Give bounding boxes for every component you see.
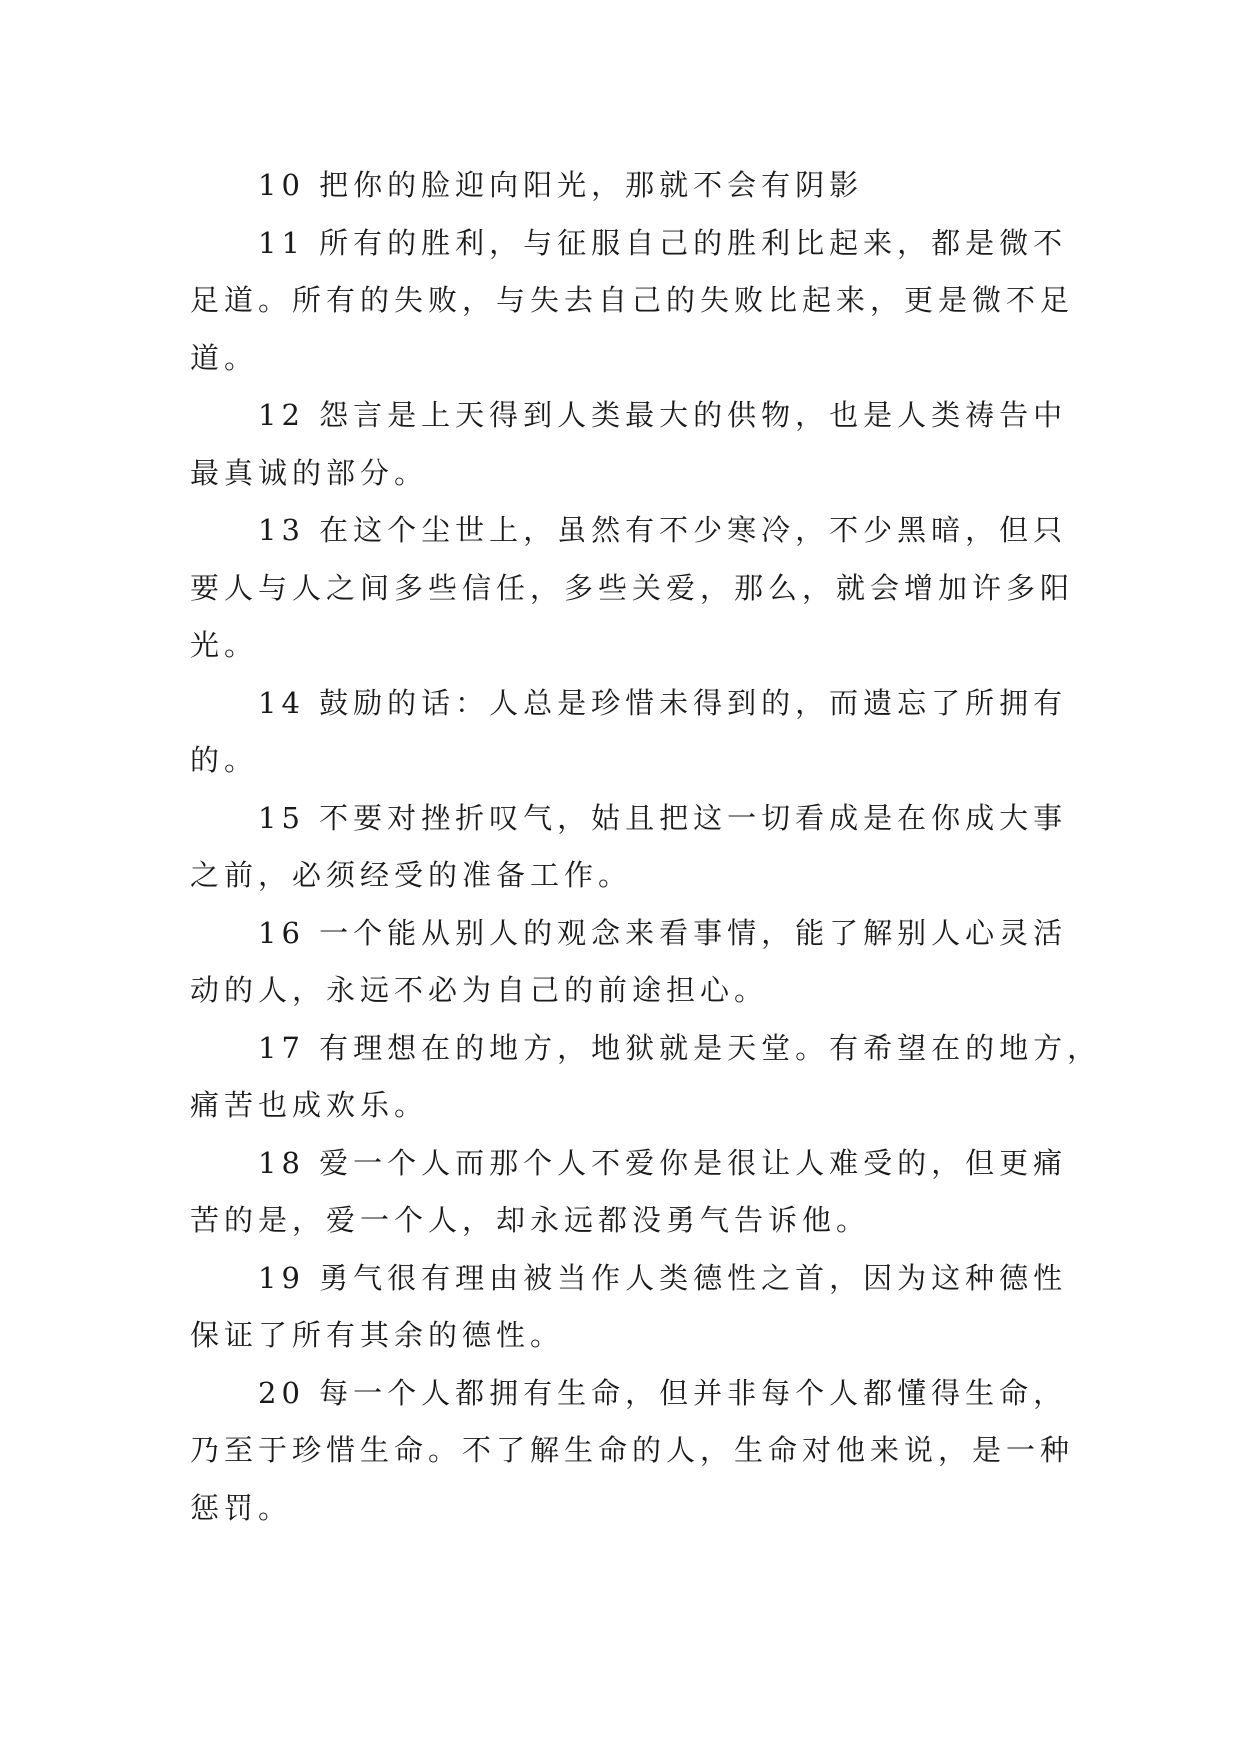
paragraph-11 xyxy=(190,215,1075,388)
paragraph-line: 16 一个能从别人的观念来看事情，能了解别人心灵活 xyxy=(258,915,1068,950)
paragraph-19 xyxy=(190,1250,1070,1365)
paragraph-12 xyxy=(190,387,1070,502)
paragraph-line: 痛苦也成欢乐。 xyxy=(190,1088,429,1122)
paragraph-line: 保证了所有其余的德性。 xyxy=(190,1318,565,1352)
paragraph-line: 道。 xyxy=(190,340,259,375)
paragraph-line: 光。 xyxy=(190,628,259,662)
paragraph-line: 11 所有的胜利，与征服自己的胜利比起来，都是微不 xyxy=(258,225,1068,260)
paragraph-16 xyxy=(190,905,1070,1020)
paragraph-line: 14 鼓励的话：人总是珍惜未得到的，而遗忘了所拥有 xyxy=(258,685,1068,720)
paragraph-line: 乃至于珍惜生命。不了解生命的人，生命对他来说，是一种 xyxy=(190,1433,1075,1467)
paragraph-10 xyxy=(190,157,1070,215)
paragraph-line: 惩罚。 xyxy=(190,1490,293,1525)
paragraph-line: 最真诚的部分。 xyxy=(190,455,429,490)
paragraph-15 xyxy=(190,790,1070,905)
document-body xyxy=(190,157,1102,1537)
paragraph-line: 动的人，永远不必为自己的前途担心。 xyxy=(190,973,769,1007)
paragraph-18 xyxy=(190,1135,1070,1250)
paragraph-13 xyxy=(190,502,1075,675)
paragraph-line: 要人与人之间多些信任，多些关爱，那么，就会增加许多阳 xyxy=(190,570,1075,605)
paragraph-line: 19 勇气很有理由被当作人类德性之首，因为这种德性 xyxy=(258,1260,1068,1295)
paragraph-line: 18 爱一个人而那个人不爱你是很让人难受的，但更痛 xyxy=(258,1145,1068,1180)
paragraph-line: 13 在这个尘世上，虽然有不少寒冷，不少黑暗，但只 xyxy=(258,513,1068,547)
paragraph-17 xyxy=(190,1020,1102,1135)
paragraph-line: 的。 xyxy=(190,743,259,777)
paragraph-line: 10 把你的脸迎向阳光，那就不会有阴影 xyxy=(258,168,864,202)
paragraph-line: 12 怨言是上天得到人类最大的供物，也是人类祷告中 xyxy=(258,398,1068,432)
paragraph-line: 17 有理想在的地方，地狱就是天堂。有希望在的地方， xyxy=(258,1030,1102,1065)
paragraph-line: 之前，必须经受的准备工作。 xyxy=(190,858,633,892)
paragraph-line: 足道。所有的失败，与失去自己的失败比起来，更是微不足 xyxy=(190,283,1075,317)
paragraph-14 xyxy=(190,675,1070,790)
paragraph-line: 苦的是，爱一个人，却永远都没勇气告诉他。 xyxy=(190,1203,871,1237)
paragraph-line: 20 每一个人都拥有生命，但并非每个人都懂得生命， xyxy=(258,1375,1068,1410)
paragraph-20 xyxy=(190,1365,1075,1538)
paragraph-line: 15 不要对挫折叹气，姑且把这一切看成是在你成大事 xyxy=(258,800,1068,835)
